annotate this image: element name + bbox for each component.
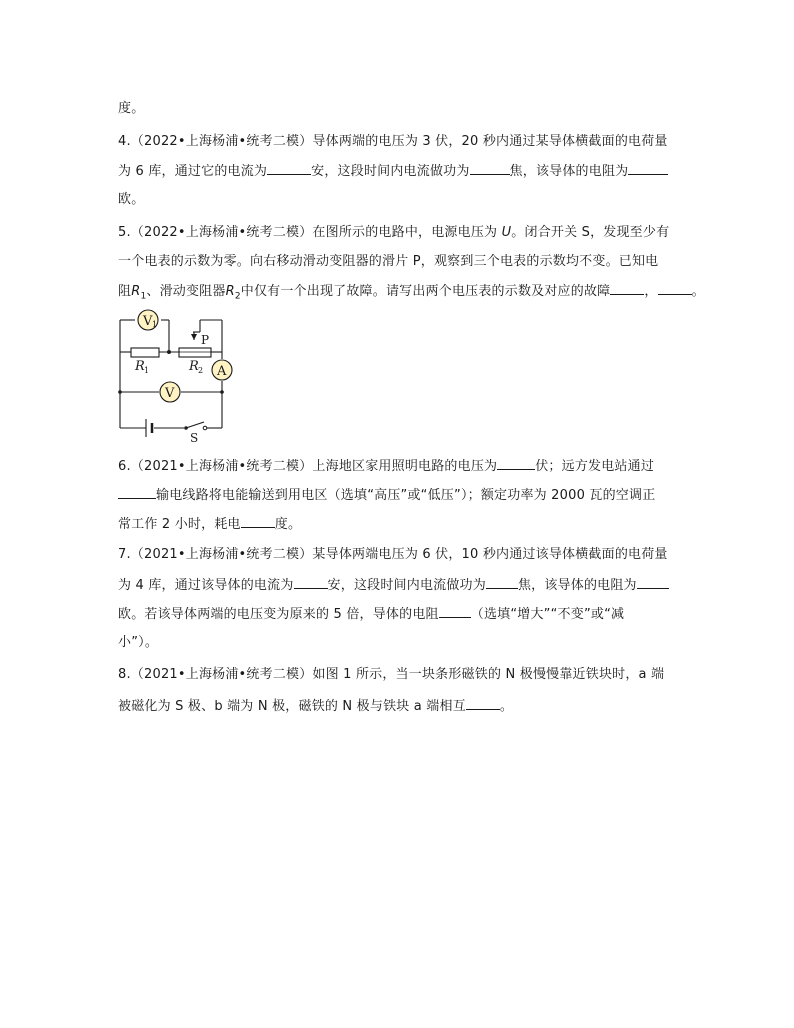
text: 5.（2022•上海杨浦•统考二模）在图所示的电路中，电源电压为 bbox=[118, 225, 498, 240]
variable-u: U bbox=[501, 225, 512, 240]
text: 小”）。 bbox=[118, 635, 159, 650]
v1-label: V bbox=[143, 314, 153, 329]
answer-blank[interactable] bbox=[466, 697, 500, 710]
answer-blank[interactable] bbox=[470, 162, 510, 175]
text: 、滑动变阻器 bbox=[146, 284, 226, 299]
text: 。 bbox=[499, 699, 514, 714]
answer-blank[interactable] bbox=[628, 162, 668, 175]
question-4-line-1 bbox=[118, 133, 668, 151]
resistor-r1 bbox=[131, 348, 159, 357]
question-5-line-3 bbox=[118, 282, 705, 306]
text: 6.（2021•上海杨浦•统考二模）上海地区家用照明电路的电压为 bbox=[118, 459, 498, 474]
text: 伏；远方发电站通过 bbox=[535, 459, 655, 474]
answer-blank[interactable] bbox=[637, 576, 669, 589]
rheostat-r2 bbox=[179, 348, 211, 357]
answer-blank[interactable] bbox=[241, 515, 275, 528]
question-7-line-2 bbox=[118, 576, 669, 595]
switch-contact bbox=[203, 426, 207, 430]
text: 度。 bbox=[118, 101, 145, 116]
question-4-line-3 bbox=[118, 191, 144, 209]
text: 输电线路将电能输送到用电区（选填“高压”或“低压”）；额定功率为 2000 瓦的空调正 bbox=[156, 488, 656, 503]
r1-label: R bbox=[135, 359, 145, 374]
answer-blank[interactable] bbox=[610, 282, 644, 295]
switch-contact bbox=[184, 426, 188, 430]
question-7-line-3 bbox=[118, 605, 624, 624]
question-5-line-2 bbox=[118, 253, 658, 271]
answer-blank[interactable] bbox=[294, 576, 328, 589]
question-7-line-1 bbox=[118, 546, 668, 564]
question-6-line-1 bbox=[118, 457, 654, 476]
text: 为 4 库，通过该导体的电流为 bbox=[118, 578, 294, 593]
question-5-line-1 bbox=[118, 224, 669, 242]
switch-s-label: S bbox=[190, 431, 199, 444]
question-6-line-3 bbox=[118, 515, 301, 534]
subscript: 2 bbox=[234, 291, 241, 302]
text-line bbox=[118, 100, 144, 118]
question-8-line-1 bbox=[118, 666, 664, 684]
junction-dot bbox=[167, 350, 171, 354]
text: 阻 bbox=[118, 284, 132, 299]
text: 安，这段时间内电流做功为 bbox=[311, 164, 470, 179]
text: 焦，该导体的电阻为 bbox=[509, 164, 629, 179]
text: 度。 bbox=[274, 517, 302, 532]
circuit-diagram bbox=[112, 304, 244, 444]
v1-subscript: 1 bbox=[152, 320, 158, 329]
answer-blank[interactable] bbox=[658, 282, 692, 295]
text: （选填“增大”“不变”或“减 bbox=[470, 607, 625, 622]
text: 安，这段时间内电流做功为 bbox=[327, 578, 486, 593]
switch-lever bbox=[186, 422, 204, 428]
a-label: A bbox=[217, 364, 227, 379]
subscript: 1 bbox=[140, 291, 147, 302]
slider-p-label: P bbox=[201, 333, 210, 347]
answer-blank[interactable] bbox=[267, 162, 311, 175]
v-label: V bbox=[165, 386, 175, 401]
text: 4.（2022•上海杨浦•统考二模）导体两端的电压为 3 伏，20 秒内通过某导体横截面的电荷量 bbox=[118, 134, 668, 149]
r2-label: R bbox=[189, 359, 199, 374]
r2-subscript: 2 bbox=[198, 366, 204, 375]
text: 欧。若该导体两端的电压变为原来的 5 倍，导体的电阻 bbox=[118, 607, 439, 622]
text: 常工作 2 小时，耗电 bbox=[118, 517, 241, 532]
text: 一个电表的示数为零。向右移动滑动变阻器的滑片 P，观察到三个电表的示数均不变。已知电 bbox=[118, 254, 659, 269]
answer-blank[interactable] bbox=[497, 457, 535, 470]
text: 中仅有一个出现了故障。请写出两个电压表的示数及对应的故障 bbox=[240, 284, 611, 299]
text: 为 6 库，通过它的电流为 bbox=[118, 164, 268, 179]
text: ， bbox=[644, 284, 658, 299]
text: 8.（2021•上海杨浦•统考二模）如图 1 所示，当一块条形磁铁的 N 极慢慢靠近铁块时，a 端 bbox=[118, 667, 665, 682]
junction-dot bbox=[118, 390, 122, 394]
text: 被磁化为 S 极、b 端为 N 极，磁铁的 N 极与铁块 a 端相互 bbox=[118, 699, 466, 714]
junction-dot bbox=[220, 390, 224, 394]
answer-blank[interactable] bbox=[118, 486, 156, 499]
variable-r2: R bbox=[225, 284, 235, 299]
text: 欧。 bbox=[118, 192, 145, 207]
variable-r1: R bbox=[131, 284, 141, 299]
question-7-line-4 bbox=[118, 634, 158, 652]
question-4-line-2 bbox=[118, 162, 668, 181]
question-6-line-2 bbox=[118, 486, 655, 505]
text: 7.（2021•上海杨浦•统考二模）某导体两端电压为 6 伏，10 秒内通过该导体横截面的电荷量 bbox=[118, 547, 668, 562]
text: 。闭合开关 S，发现至少有 bbox=[511, 225, 670, 240]
answer-blank[interactable] bbox=[439, 605, 471, 618]
answer-blank[interactable] bbox=[486, 576, 518, 589]
text: 。 bbox=[691, 284, 705, 299]
text: 焦，该导体的电阻为 bbox=[517, 578, 637, 593]
question-8-line-2 bbox=[118, 697, 513, 716]
r1-subscript: 1 bbox=[144, 366, 150, 375]
